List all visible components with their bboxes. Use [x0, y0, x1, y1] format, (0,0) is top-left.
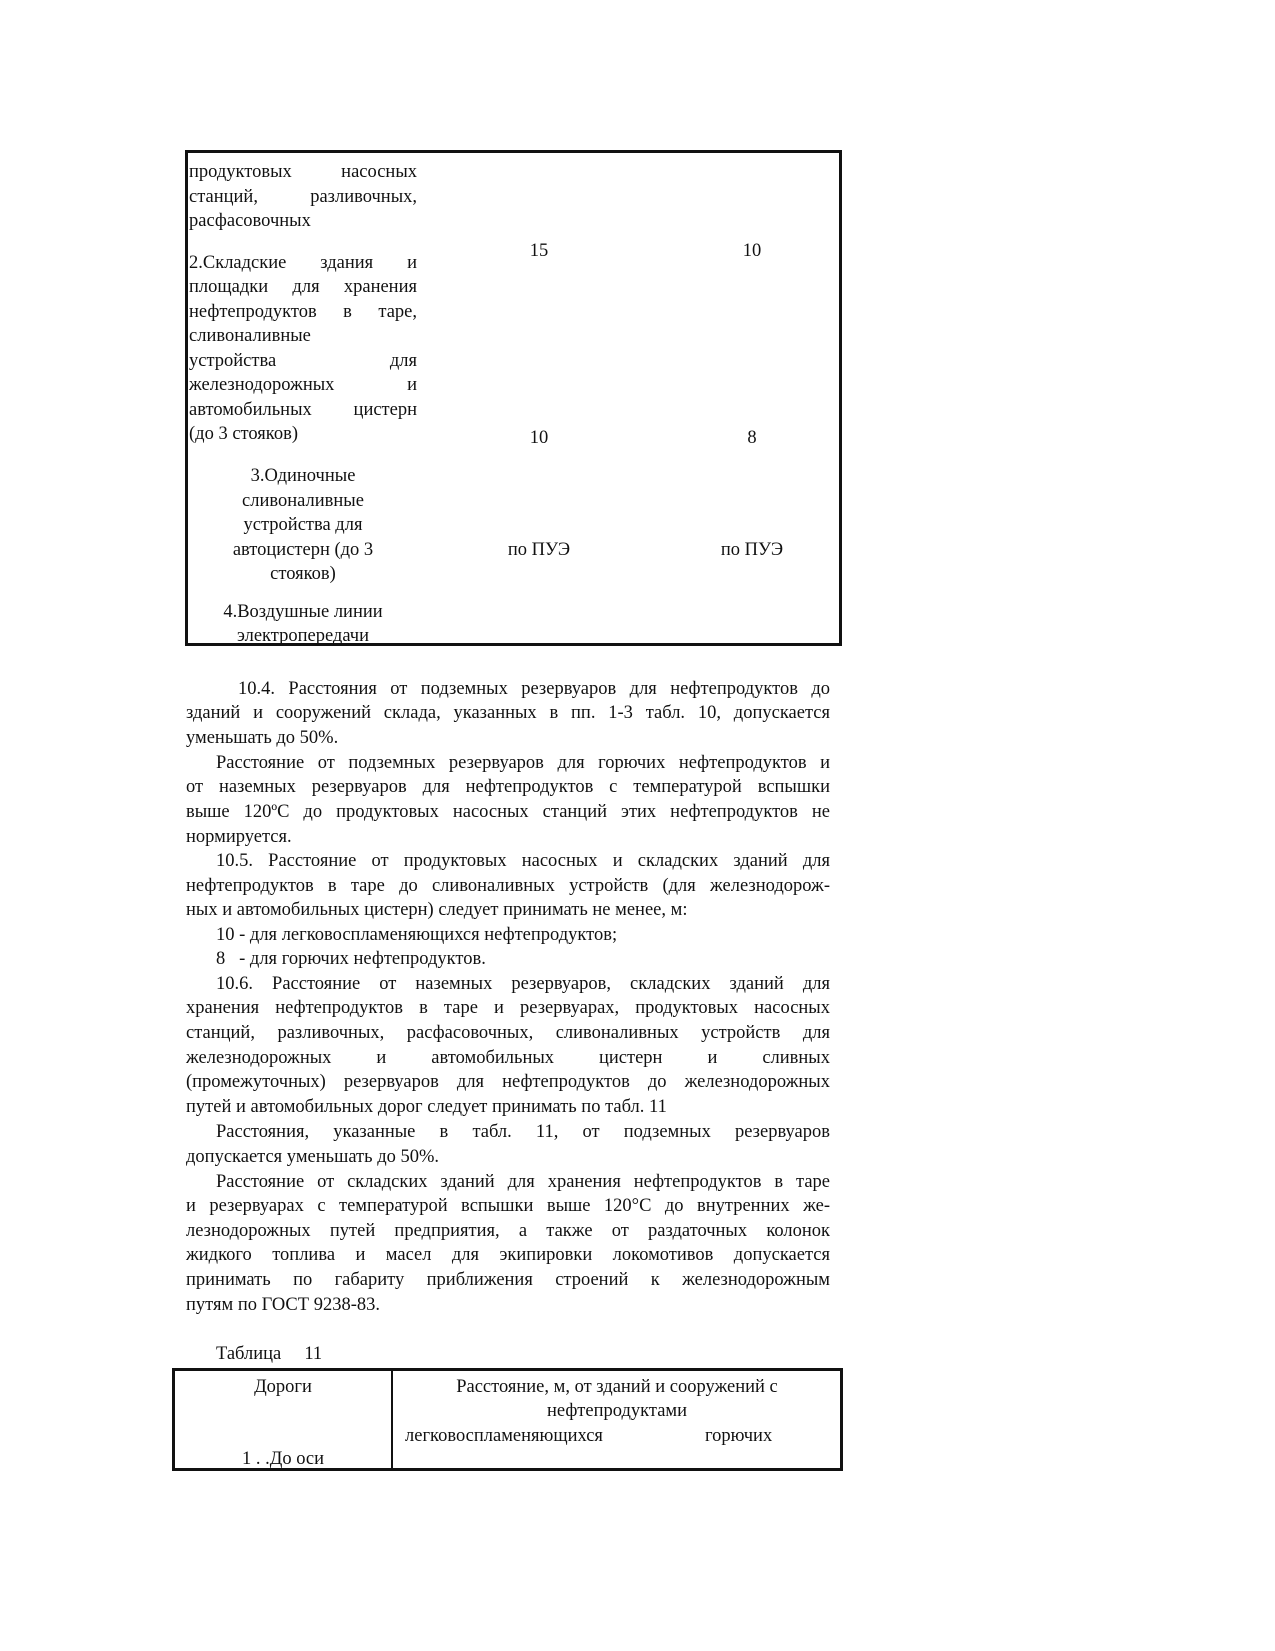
para-underground-line2: от наземных резервуаров для нефтепродуктов с температурой вспышки [186, 777, 830, 797]
table-11-col2-header-line2: нефтепродуктами [546, 1401, 688, 1421]
t10-row3-line3: устройства для [243, 515, 363, 535]
para-10-6-line3: станций, разливочных, расфасовочных, сливоналивных устройств для [186, 1023, 830, 1043]
para-10-4-line2: зданий и сооружений склада, указанных в пп. 1-3 табл. 10, допускается [186, 703, 830, 723]
list-item-combustible: 8 - для горючих нефтепродуктов. [216, 949, 486, 969]
para-10-6-line5: (промежуточных) резервуаров для нефтепродуктов до железнодорожных [186, 1072, 830, 1092]
t10-row1-line2: станций, разливочных, [189, 187, 417, 207]
t10-row3-value-1: по ПУЭ [507, 540, 571, 560]
para-warehouse-line5: принимать по габариту приближения строений к железнодорожным [186, 1270, 830, 1290]
para-10-4-line3: уменьшать до 50%. [186, 728, 339, 748]
t10-row2-line6: железнодорожных и [189, 375, 417, 395]
para-10-6-line4: железнодорожных и автомобильных цистерн и сливных [186, 1048, 830, 1068]
t10-row2-line3: нефтепродуктов в таре, [189, 302, 417, 322]
t10-row4-line2: электропередачи [236, 626, 370, 646]
t10-row1-line3: расфасовочных [189, 211, 311, 231]
table-11-caption: Таблица 11 [216, 1344, 323, 1364]
para-warehouse-line3: лезнодорожных путей предприятия, а также от раздаточных колонок [186, 1221, 830, 1241]
para-table11-note-line1: Расстояния, указанные в табл. 11, от подземных резервуаров [216, 1122, 830, 1142]
t10-row3-line1: 3.Одиночные [250, 466, 356, 486]
table-11-subheader-combustible: горючих [705, 1426, 773, 1446]
t10-row2-line8: (до 3 стояков) [189, 424, 298, 444]
list-item-flammable: 10 - для легковоспламеняющихся нефтепродуктов; [216, 925, 618, 945]
table-10-continuation [185, 150, 842, 646]
t10-row2-value-1: 10 [529, 428, 549, 448]
para-warehouse-line6: путям по ГОСТ 9238-83. [186, 1295, 380, 1315]
para-10-5-line3: ных и автомобильных цистерн) следует принимать не менее, м: [186, 900, 688, 920]
t10-row3-value-2: по ПУЭ [720, 540, 784, 560]
para-underground-line4: нормируется. [186, 827, 292, 847]
table-11-col1-header: Дороги [254, 1377, 312, 1397]
t10-row2-line7: автомобильных цистерн [189, 400, 417, 420]
t10-row2-line2: площадки для хранения [189, 277, 417, 297]
para-10-6-line1: 10.6. Расстояние от наземных резервуаров, складских зданий для [216, 974, 830, 994]
para-10-5-line1: 10.5. Расстояние от продуктовых насосных и складских зданий для [216, 851, 830, 871]
para-table11-note-line2: допускается уменьшать до 50%. [186, 1147, 440, 1167]
para-underground-line1: Расстояние от подземных резервуаров для горючих нефтепродуктов и [216, 753, 830, 773]
para-10-4-line1: 10.4. Расстояния от подземных резервуаров для нефтепродуктов до [238, 679, 830, 699]
table-11-row1-label: 1 . .До оси [241, 1449, 325, 1469]
t10-row2-value-2: 8 [747, 428, 757, 448]
t10-row2-line1: 2.Складские здания и [189, 253, 417, 273]
table-11 [172, 1368, 843, 1471]
para-warehouse-line1: Расстояние от складских зданий для хранения нефтепродуктов в таре [216, 1172, 830, 1192]
t10-row3-line5: стояков) [270, 564, 336, 584]
para-warehouse-line2: и резервуарах с температурой вспышки выше 120°С до внутренних же- [186, 1196, 830, 1216]
t10-row4-line1: 4.Воздушные линии [223, 602, 383, 622]
t10-row3-line2: сливоналивные [242, 491, 364, 511]
para-10-6-line2: хранения нефтепродуктов в таре и резервуарах, продуктовых насосных [186, 998, 830, 1018]
table-11-col2-header-line1: Расстояние, м, от зданий и сооружений с [456, 1377, 778, 1397]
t10-row2-line4: сливоналивные [189, 326, 311, 346]
t10-row1-value-1: 15 [529, 241, 549, 261]
t10-row1-value-2: 10 [742, 241, 762, 261]
para-underground-line3: выше 120ºС до продуктовых насосных станций этих нефтепродуктов не [186, 802, 830, 822]
para-10-6-line6: путей и автомобильных дорог следует принимать по табл. 11 [186, 1097, 667, 1117]
t10-row2-line5: устройства для [189, 351, 417, 371]
para-warehouse-line4: жидкого топлива и масел для экипировки локомотивов допускается [186, 1245, 830, 1265]
table-11-subheader-flammable: легковоспламеняющихся [405, 1426, 603, 1446]
t10-row1-line1: продуктовых насосных [189, 162, 417, 182]
t10-row3-line4: автоцистерн (до 3 [232, 540, 374, 560]
para-10-5-line2: нефтепродуктов в таре до сливоналивных устройств (для железнодорож- [186, 876, 830, 896]
